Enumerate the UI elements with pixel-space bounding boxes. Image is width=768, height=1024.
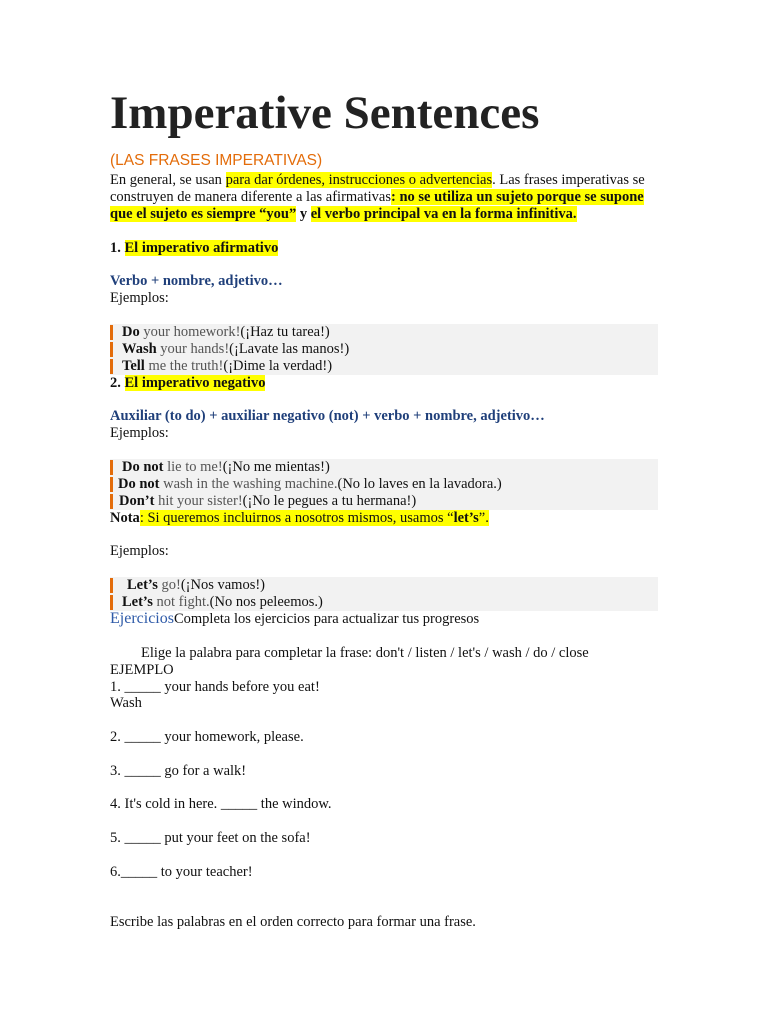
accent-bar bbox=[110, 477, 113, 492]
exercise-item: 5. _____ put your feet on the sofa! bbox=[110, 830, 311, 846]
exercise-item: 2. _____ your homework, please. bbox=[110, 729, 304, 745]
example-line: Let’s not fight.(No nos peleemos.) bbox=[110, 594, 658, 611]
section-1-examples-label: Ejemplos: bbox=[110, 290, 169, 306]
intro-paragraph bbox=[110, 172, 662, 223]
intro-text-1: En general, se usan bbox=[110, 172, 226, 188]
example-line: Do your homework!(¡Haz tu tarea!) bbox=[110, 324, 658, 341]
section-3-examples-label: Ejemplos: bbox=[110, 543, 169, 559]
exercises-line bbox=[110, 610, 479, 628]
example-line: Don’t hit your sister!(¡No le pegues a tu hermana!) bbox=[110, 493, 658, 510]
section-2-formula: Auxiliar (to do) + auxiliar negativo (not) + verbo + nombre, adjetivo… bbox=[110, 408, 545, 424]
intro-text-3: y bbox=[296, 206, 311, 222]
exercise-answer: Wash bbox=[110, 695, 142, 711]
example-label: EJEMPLO bbox=[110, 662, 174, 678]
example-line: Let’s go!(¡Nos vamos!) bbox=[110, 577, 658, 594]
accent-bar bbox=[110, 325, 113, 340]
intro-highlight-2: : no se utiliza un sujeto porque se supone que el sujeto es siempre “you” bbox=[110, 189, 644, 222]
example-line: Do not lie to me!(¡No me mientas!) bbox=[110, 459, 658, 476]
section-2-heading: 2. El imperativo negativo bbox=[110, 375, 266, 391]
section-1-examples bbox=[110, 324, 658, 375]
exercise-instruction: Elige la palabra para completar la frase: don't / listen / let's / wash / do / close bbox=[141, 645, 589, 661]
nota-line: Nota: Si queremos incluirnos a nosotros mismos, usamos “let’s”. bbox=[110, 510, 489, 526]
accent-bar bbox=[110, 342, 113, 357]
intro-highlight-1: para dar órdenes, instrucciones o advertencias bbox=[225, 172, 493, 188]
section-2-examples-label: Ejemplos: bbox=[110, 425, 169, 441]
exercise-item: 1. _____ your hands before you eat! bbox=[110, 679, 320, 695]
intro-text-2: . Las frases imperativas se construyen de manera diferente a las afirmativas bbox=[110, 172, 645, 205]
exercises-link[interactable]: Ejercicios bbox=[110, 610, 174, 627]
exercises-description: Completa los ejercicios para actualizar tus progresos bbox=[173, 611, 480, 627]
section-2-examples bbox=[110, 459, 658, 510]
final-instruction: Escribe las palabras en el orden correcto para formar una frase. bbox=[110, 914, 476, 930]
section-1-formula: Verbo + nombre, adjetivo… bbox=[110, 273, 283, 289]
section-1-heading: 1. El imperativo afirmativo bbox=[110, 240, 279, 256]
example-line: Tell me the truth!(¡Dime la verdad!) bbox=[110, 358, 658, 375]
exercise-item: 3. _____ go for a walk! bbox=[110, 763, 247, 779]
intro-highlight-3: el verbo principal va en la forma infinitiva. bbox=[310, 206, 577, 222]
exercise-item: 4. It's cold in here. _____ the window. bbox=[110, 796, 332, 812]
page-title: Imperative Sentences bbox=[110, 87, 540, 139]
accent-bar bbox=[110, 595, 113, 610]
subtitle: (LAS FRASES IMPERATIVAS) bbox=[110, 152, 323, 169]
accent-bar bbox=[110, 578, 113, 593]
example-line: Wash your hands!(¡Lavate las manos!) bbox=[110, 341, 658, 358]
accent-bar bbox=[110, 359, 113, 374]
section-3-examples bbox=[110, 577, 658, 611]
example-line: Do not wash in the washing machine.(No lo laves en la lavadora.) bbox=[110, 476, 658, 493]
accent-bar bbox=[110, 494, 113, 509]
accent-bar bbox=[110, 460, 113, 475]
exercise-item: 6._____ to your teacher! bbox=[110, 864, 253, 880]
